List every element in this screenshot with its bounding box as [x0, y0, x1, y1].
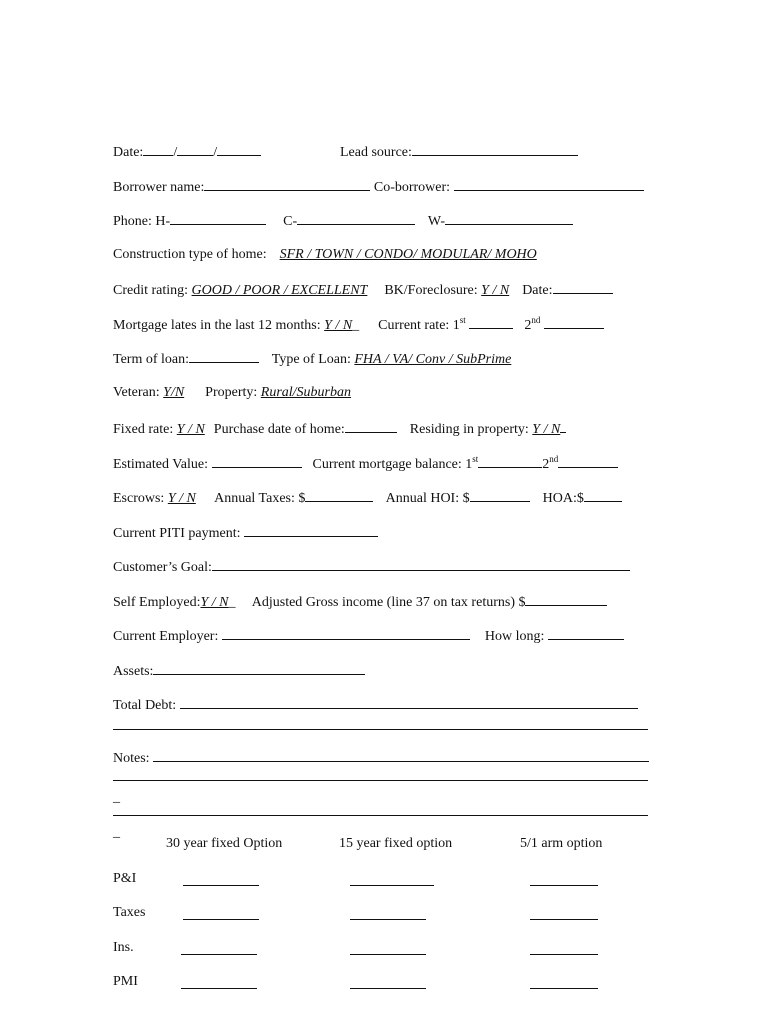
date-separator: / [213, 145, 218, 160]
residing-yn-options[interactable]: Y / N [532, 422, 561, 437]
second-suffix: nd [531, 315, 541, 325]
lead-source-label: Lead source: [340, 145, 412, 160]
how-long-field[interactable] [548, 626, 624, 640]
row-label-pi: P&I [113, 871, 137, 886]
piti-field[interactable] [244, 523, 378, 537]
notes-row [113, 748, 649, 766]
total-debt-extra-line[interactable] [113, 729, 648, 730]
goal-field[interactable] [212, 557, 630, 571]
loan-type-options[interactable]: FHA / VA/ Conv / SubPrime [354, 352, 512, 367]
veteran-label: Veteran: [113, 385, 160, 400]
phone-work-field[interactable] [445, 211, 573, 225]
bk-date-field[interactable] [553, 280, 613, 294]
total-debt-row [113, 695, 638, 713]
current-balance-label: Current mortgage balance: 1 [312, 457, 473, 472]
lead-source-field[interactable] [412, 142, 578, 156]
fixed-rate-label: Fixed rate: [113, 422, 174, 437]
hoa-label: HOA:$ [542, 491, 584, 506]
mortgage-lates-label: Mortgage lates in the last 12 months: [113, 318, 321, 333]
residing-underline [560, 419, 566, 433]
second-suffix: nd [549, 454, 559, 464]
fixed-rate-row [113, 419, 566, 437]
row-label-ins: Ins. [113, 940, 134, 955]
current-rate-first-field[interactable] [469, 315, 513, 329]
notes-line[interactable] [113, 780, 648, 781]
annual-taxes-field[interactable] [305, 488, 373, 502]
purchase-date-label: Purchase date of home: [213, 422, 345, 437]
term-field[interactable] [189, 349, 259, 363]
property-options[interactable]: Rural/Suburban [260, 385, 352, 400]
column-header-15-year: 15 year fixed option [339, 836, 453, 851]
notes-field[interactable] [153, 748, 649, 762]
borrower-field[interactable] [204, 177, 370, 191]
current-balance-second-field[interactable] [558, 454, 618, 468]
notes-dash: _ [113, 825, 120, 840]
phone-cell-label: C- [283, 214, 298, 229]
first-suffix: st [472, 454, 479, 464]
coborrower-label: Co-borrower: [373, 180, 451, 195]
agi-field[interactable] [525, 592, 607, 606]
agi-label: Adjusted Gross income (line 37 on tax returns) $ [251, 595, 526, 610]
phone-cell-field[interactable] [297, 211, 415, 225]
total-debt-field[interactable] [180, 695, 638, 709]
pi-arm-field[interactable] [530, 885, 598, 886]
assets-row [113, 661, 365, 679]
annual-hoi-field[interactable] [470, 488, 530, 502]
column-header-30-year: 30 year fixed Option [166, 836, 283, 851]
date-row [113, 142, 261, 160]
taxes-arm-field[interactable] [530, 919, 598, 920]
purchase-date-field[interactable] [345, 419, 397, 433]
second-number: 2 [542, 457, 550, 472]
borrower-row [113, 177, 644, 195]
annual-taxes-label: Annual Taxes: $ [214, 491, 306, 506]
self-employed-yn-options[interactable]: Y / N [200, 595, 229, 610]
construction-options[interactable]: SFR / TOWN / CONDO/ MODULAR/ MOHO [279, 247, 537, 262]
annual-hoi-label: Annual HOI: $ [385, 491, 470, 506]
hoa-field[interactable] [584, 488, 622, 502]
escrows-label: Escrows: [113, 491, 165, 506]
first-suffix: st [459, 315, 466, 325]
row-label-taxes: Taxes [113, 905, 146, 920]
employer-field[interactable] [222, 626, 470, 640]
bk-date-label: Date: [522, 283, 553, 298]
estimated-value-row [113, 454, 618, 472]
construction-label: Construction type of home: [113, 247, 267, 262]
veteran-row [113, 384, 351, 402]
pi-15-field[interactable] [350, 885, 434, 886]
loan-type-label: Type of Loan: [271, 352, 351, 367]
ins-15-field[interactable] [350, 954, 426, 955]
term-label: Term of loan: [113, 352, 189, 367]
piti-row [113, 523, 378, 541]
underscore-mark: _ [228, 595, 236, 610]
estimated-value-field[interactable] [212, 454, 302, 468]
date-day-field[interactable] [177, 142, 213, 156]
date-label: Date: [113, 145, 144, 160]
notes-dash: _ [113, 790, 120, 805]
coborrower-field[interactable] [454, 177, 644, 191]
bk-yn-options[interactable]: Y / N [481, 283, 510, 298]
veteran-yn-options[interactable]: Y/N [163, 385, 185, 400]
credit-options[interactable]: GOOD / POOR / EXCELLENT [191, 283, 368, 298]
taxes-30-field[interactable] [183, 919, 259, 920]
total-debt-label: Total Debt: [113, 698, 177, 713]
term-row [113, 349, 511, 367]
pmi-30-field[interactable] [181, 988, 257, 989]
mortgage-lates-row [113, 315, 604, 333]
goal-row [113, 557, 630, 575]
second-number: 2 [524, 318, 532, 333]
current-rate-label: Current rate: 1 [378, 318, 460, 333]
lead-source-group [340, 142, 578, 162]
self-employed-label: Self Employed: [113, 595, 201, 610]
underscore-mark: _ [352, 318, 360, 333]
property-label: Property: [205, 385, 258, 400]
assets-label: Assets: [113, 664, 154, 679]
ins-arm-field[interactable] [530, 954, 598, 955]
taxes-15-field[interactable] [350, 919, 426, 920]
estimated-value-label: Estimated Value: [113, 457, 208, 472]
self-employed-row [113, 592, 607, 610]
date-separator: / [173, 145, 178, 160]
construction-row [113, 246, 537, 264]
piti-label: Current PITI payment: [113, 526, 241, 541]
assets-field[interactable] [153, 661, 365, 675]
employer-row [113, 626, 624, 644]
row-label-pmi: PMI [113, 974, 138, 989]
phone-home-field[interactable] [170, 211, 266, 225]
phone-work-label: W- [427, 214, 446, 229]
current-rate-second-field[interactable] [544, 315, 604, 329]
column-header-5-1-arm: 5/1 arm option [520, 836, 603, 851]
escrows-yn-options[interactable]: Y / N [167, 491, 196, 506]
pmi-arm-field[interactable] [530, 988, 598, 989]
notes-label: Notes: [113, 751, 150, 766]
date-year-field[interactable] [217, 142, 261, 156]
fixed-rate-yn-options[interactable]: Y / N [176, 422, 205, 437]
how-long-label: How long: [484, 629, 545, 644]
mortgage-lates-yn-options[interactable]: Y / N [324, 318, 353, 333]
phone-row [113, 211, 573, 229]
employer-label: Current Employer: [113, 629, 219, 644]
goal-label: Customer’s Goal: [113, 560, 212, 575]
phone-home-label: Phone: H- [113, 214, 171, 229]
pmi-15-field[interactable] [350, 988, 426, 989]
ins-30-field[interactable] [181, 954, 257, 955]
residing-label: Residing in property: [409, 422, 529, 437]
notes-line[interactable] [113, 815, 648, 816]
date-month-field[interactable] [143, 142, 173, 156]
escrows-row [113, 488, 622, 506]
borrower-label: Borrower name: [113, 180, 205, 195]
current-balance-first-field[interactable] [478, 454, 542, 468]
credit-row [113, 280, 613, 298]
pi-30-field[interactable] [183, 885, 259, 886]
bk-label: BK/Foreclosure: [384, 283, 478, 298]
credit-label: Credit rating: [113, 283, 189, 298]
